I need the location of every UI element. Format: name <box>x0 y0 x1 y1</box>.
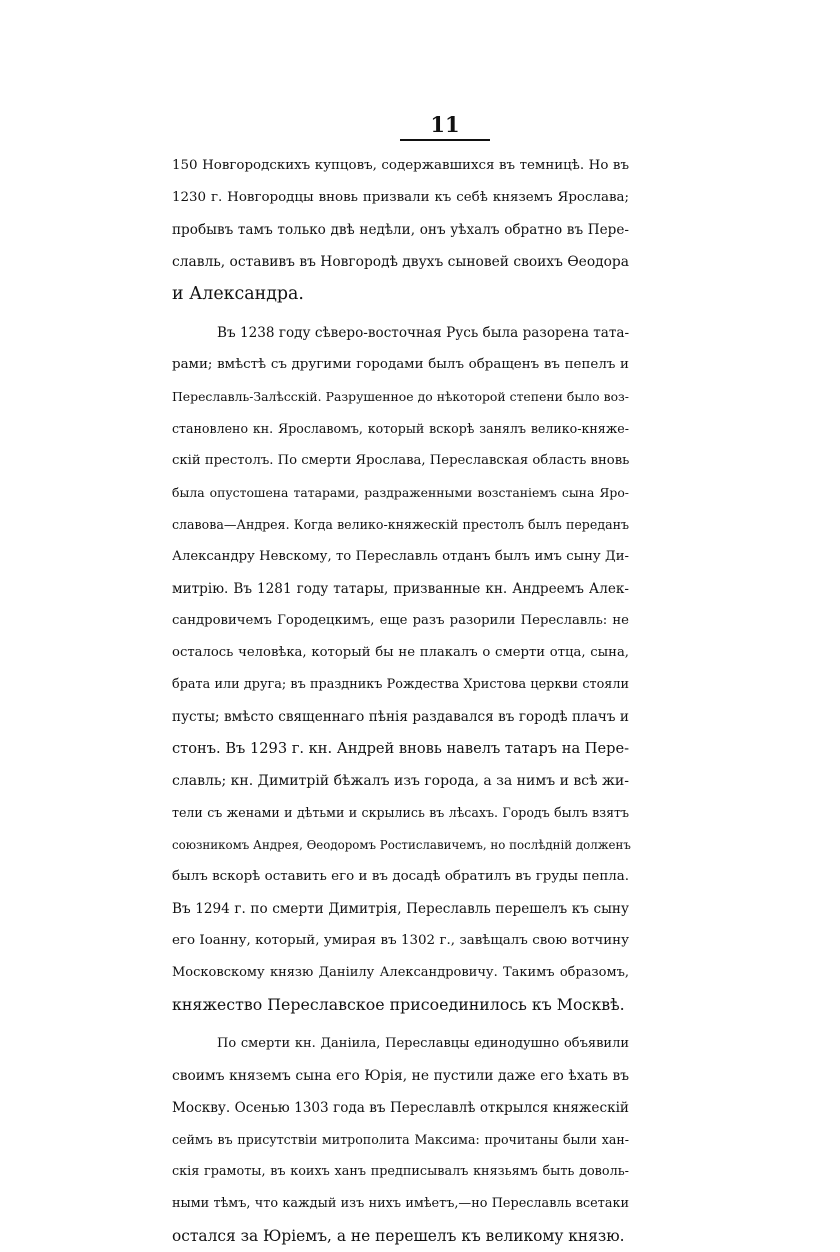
text-line: брата или друга; въ праздникъ Рождества Христова церкви стояли <box>172 677 629 692</box>
text-line: осталось человѣка, который бы не плакалъ о смерти отца, сына, <box>172 645 629 660</box>
text-line: была опустошена татарами, раздраженными возстаніемъ сына Яро- <box>172 485 629 500</box>
text-line: скія грамоты, въ коихъ ханъ предписывалъ князьямъ быть доволь- <box>172 1164 629 1179</box>
text-line: и Александра. <box>172 284 304 304</box>
text-line: его Іоанну, который, умирая въ 1302 г., завѣщалъ свою вотчину <box>172 933 629 948</box>
text-line: становлено кн. Ярославомъ, который вскорѣ занялъ велико-княже- <box>172 421 629 436</box>
text-line: былъ вскорѣ оставить его и въ досадѣ обратилъ въ груды пепла. <box>172 869 629 884</box>
text-line: пусты; вмѣсто священнаго пѣнія раздавался въ городѣ плачъ и <box>172 709 629 725</box>
text-line: Московскому князю Даніилу Александровичу. Такимъ образомъ, <box>172 965 629 980</box>
text-line: своимъ княземъ сына его Юрія, не пустили даже его ѣхать въ <box>172 1068 629 1084</box>
page-number-rule <box>400 139 490 141</box>
text-line: рами; вмѣстѣ съ другими городами былъ обращенъ въ пепелъ и <box>172 357 629 372</box>
text-line: славль; кн. Димитрій бѣжалъ изъ города, а за нимъ и всѣ жи- <box>172 773 629 789</box>
text-line: славова—Андрея. Когда велико-княжескій престолъ былъ переданъ <box>172 517 629 532</box>
text-line: Переславль-Залѣсскій. Разрушенное до нѣкоторой степени было воз- <box>172 389 629 404</box>
text-line: остался за Юріемъ, а не перешелъ къ великому князю. <box>172 1227 625 1245</box>
text-line: славль, оставивъ въ Новгородѣ двухъ сыновей своихъ Ѳеодора <box>172 254 629 270</box>
text-line: Москву. Осенью 1303 года въ Переславлѣ открылся княжескій <box>172 1100 629 1116</box>
text-line: 150 Новгородскихъ купцовъ, содержавшихся въ темницѣ. Но въ <box>172 158 629 173</box>
text-line: скій престолъ. По смерти Ярослава, Переславская область вновь <box>172 453 630 468</box>
text-line: митрію. Въ 1281 году татары, призванные кн. Андреемъ Алек- <box>172 581 629 597</box>
text-line: пробывъ тамъ только двѣ недѣли, онъ уѣхалъ обратно въ Пере- <box>172 222 629 238</box>
text-line: сандровичемъ Городецкимъ, еще разъ разорили Переславль: не <box>172 613 629 628</box>
text-line: сеймъ въ присутствіи митрополита Максима: прочитаны были хан- <box>172 1132 629 1147</box>
text-line: Въ 1238 году сѣверо-восточная Русь была разорена тата- <box>217 325 630 341</box>
text-line: тели съ женами и дѣтьми и скрылись въ лѣсахъ. Городъ былъ взятъ <box>172 805 629 820</box>
text-line: По смерти кн. Даніила, Переславцы единодушно объявили <box>217 1036 629 1051</box>
text-line: Александру Невскому, то Переславль отданъ былъ имъ сыну Ди- <box>172 549 629 564</box>
text-line: 1230 г. Новгородцы вновь призвали къ себѣ княземъ Ярослава; <box>172 190 629 205</box>
text-line: союзникомъ Андрея, Ѳеодоромъ Ростиславичемъ, но послѣдній долженъ <box>172 838 631 852</box>
page-number: 11 <box>430 112 460 137</box>
text-line: княжество Переславское присоединилось къ Москвѣ. <box>172 995 625 1014</box>
text-line: Въ 1294 г. по смерти Димитрія, Переславль перешелъ къ сыну <box>172 901 629 917</box>
text-line: стонъ. Въ 1293 г. кн. Андрей вновь навелъ татаръ на Пере- <box>172 740 630 757</box>
text-line: ными тѣмъ, что каждый изъ нихъ имѣетъ,—но Переславль всетаки <box>172 1196 629 1211</box>
